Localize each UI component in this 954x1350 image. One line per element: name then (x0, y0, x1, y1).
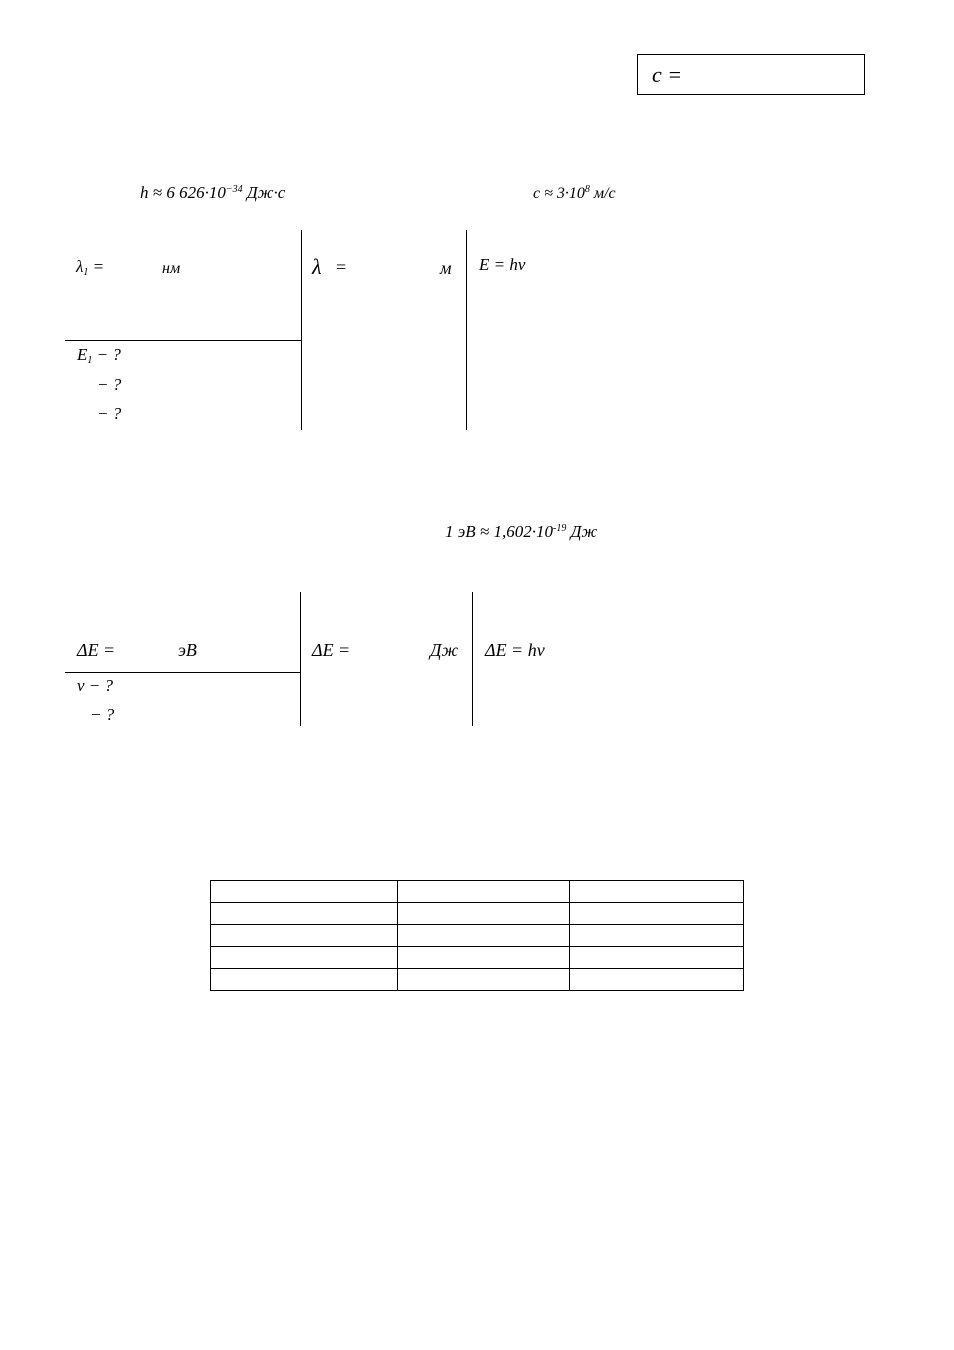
task1-find-1-text: − ? (92, 345, 121, 364)
task2-given-underline (65, 672, 301, 673)
table-cell (211, 881, 398, 903)
planck-constant (140, 183, 285, 203)
task2-find-1: ν − ? (77, 676, 114, 695)
ev-unit: Дж (570, 522, 598, 541)
table-cell (397, 925, 570, 947)
table-cell (211, 947, 398, 969)
table-cell (570, 925, 744, 947)
task1-si-eq: = (336, 257, 347, 277)
table-cell (397, 969, 570, 991)
task1-divider-given (301, 230, 302, 430)
planck-exponent: −34 (225, 184, 243, 195)
table-cell (211, 925, 398, 947)
answer-table (210, 880, 744, 991)
table-cell (397, 903, 570, 925)
table-row (211, 903, 744, 925)
table-row (211, 969, 744, 991)
table-cell (211, 903, 398, 925)
task1-given-eq: = (92, 257, 105, 276)
task1-si-symbol: λ (312, 254, 322, 279)
task1-find-1-symbol: E (77, 345, 88, 364)
task1-given-symbol: λ (76, 257, 84, 276)
table-row (211, 947, 744, 969)
task2-find-2: − ? (90, 705, 115, 724)
task1-given-underline (65, 340, 302, 341)
light-mantissa: 3·10 (556, 185, 585, 202)
task1-solution: E = hν (479, 255, 526, 274)
task1-given-subscript: 1 (83, 267, 89, 278)
table-cell (397, 947, 570, 969)
task1-find-1 (77, 345, 121, 366)
task2-given: ΔE = (77, 640, 116, 660)
table-row (211, 925, 744, 947)
task1-find-2: − ? (97, 375, 122, 394)
task2-given-unit: эВ (178, 640, 197, 660)
table-cell (570, 947, 744, 969)
light-speed-constant (533, 184, 616, 203)
task1-given (76, 257, 104, 278)
table-cell (570, 903, 744, 925)
table-cell (570, 881, 744, 903)
task2-solution: ΔE = hν (485, 640, 545, 660)
task1-si-unit: м (440, 258, 452, 278)
ev-lhs: 1 эВ (445, 522, 476, 541)
task2-divider-given (300, 592, 301, 726)
task1-find-3: − ? (97, 404, 122, 423)
task1-divider-si (466, 230, 467, 430)
light-exponent: 8 (584, 184, 590, 195)
task2-si-unit: Дж (430, 640, 459, 660)
box-label: c = (652, 62, 683, 87)
task2-divider-si (472, 592, 473, 726)
ev-exponent: -19 (552, 523, 567, 534)
table-row (211, 881, 744, 903)
table-cell (211, 969, 398, 991)
planck-unit: Дж·с (246, 183, 286, 202)
task1-find-1-subscript: 1 (87, 355, 93, 366)
ev-constant (445, 522, 597, 542)
planck-mantissa: 6 626·10 (166, 183, 226, 202)
light-rel: ≈ (544, 185, 553, 202)
light-unit: м/с (593, 185, 616, 202)
task1-given-unit: нм (162, 260, 181, 277)
table-cell (397, 881, 570, 903)
planck-rel: ≈ (152, 183, 163, 202)
task2-si: ΔE = (312, 640, 351, 660)
ev-mantissa: 1,602·10 (493, 522, 553, 541)
table-cell (570, 969, 744, 991)
light-lhs: c (533, 185, 541, 202)
planck-lhs: h (140, 183, 149, 202)
answer-table-body (211, 881, 744, 991)
ev-rel: ≈ (479, 522, 490, 541)
answer-box (637, 54, 865, 95)
